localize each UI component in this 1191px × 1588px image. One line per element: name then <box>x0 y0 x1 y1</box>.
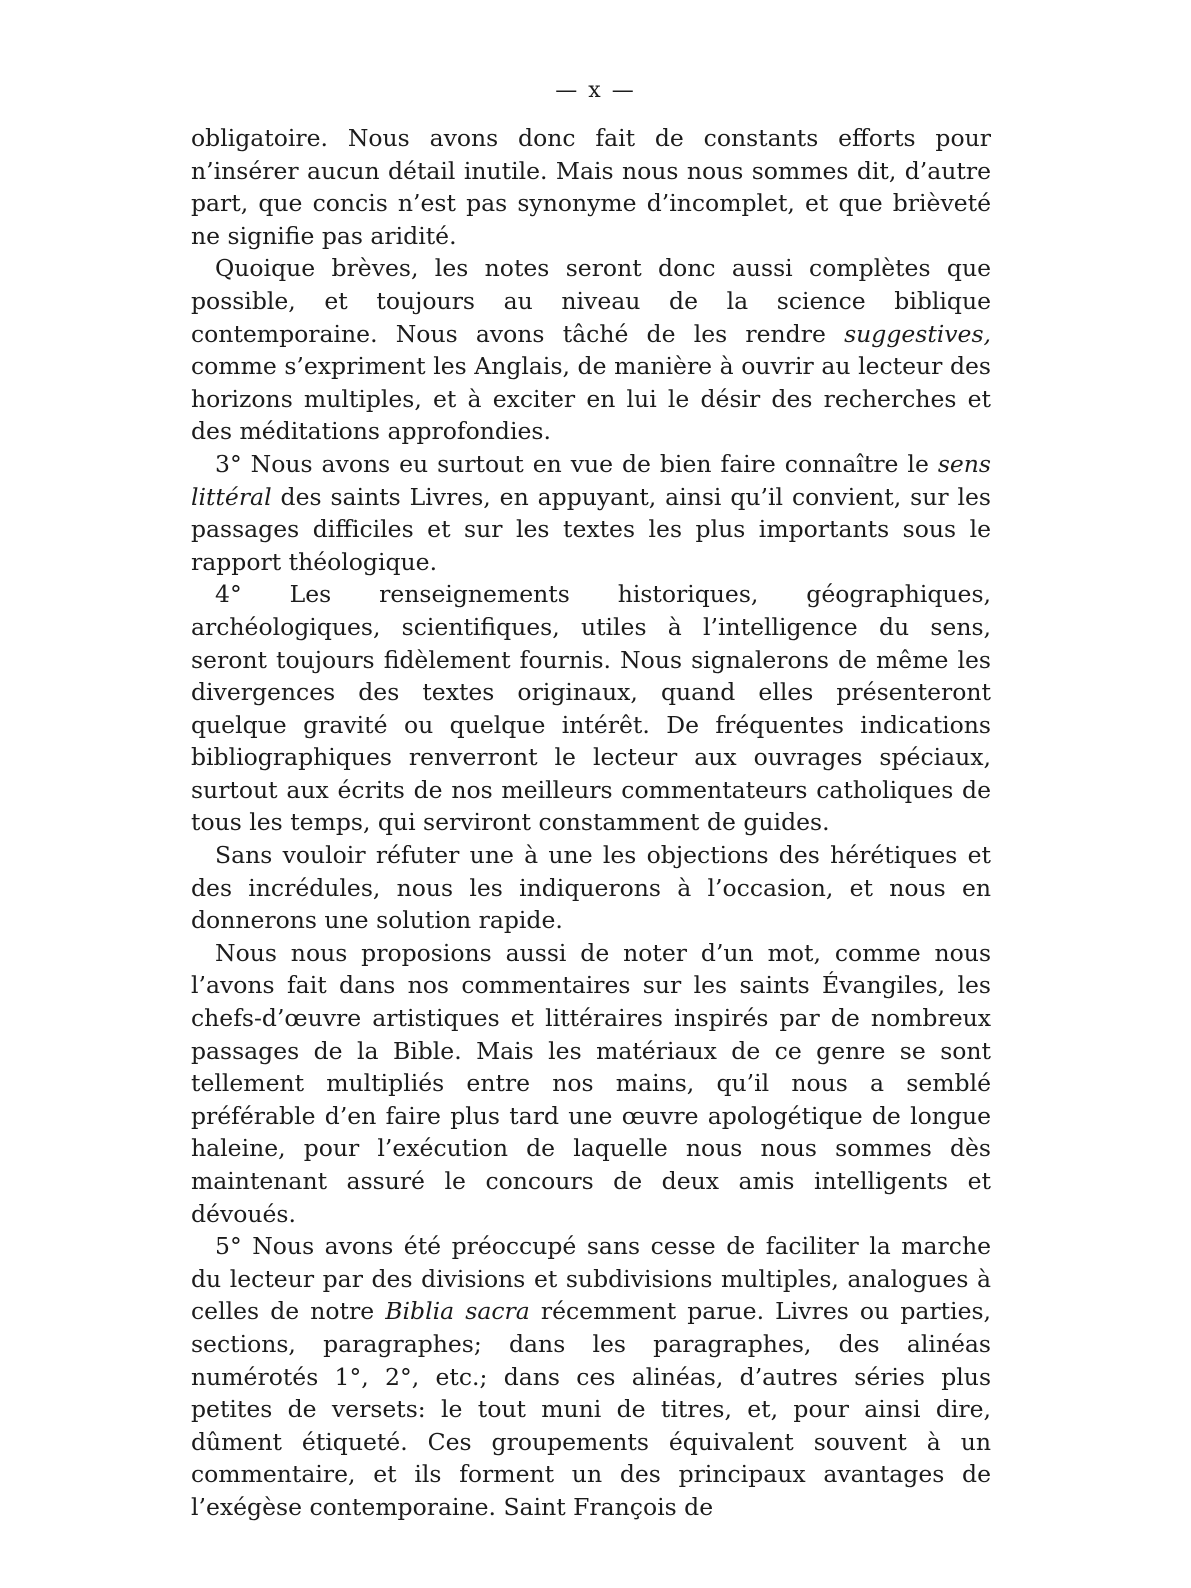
page-number: — x — <box>555 78 636 103</box>
paragraph <box>191 122 991 252</box>
paragraph-text: 4° Les renseignements historiques, géographiques, archéologiques, scientifiques, utiles à l’intelligence du sens, seront toujours fidèlement fournis. Nous signalerons de même les divergences des textes originaux, quand elles présenteront quelque gravité ou quelque intérêt. De fréquentes indications bibliographiques renverront le lecteur aux ouvrages spéciaux, surtout aux écrits de nos meilleurs commentateurs catholiques de tous les temps, qui serviront constamment de guides. <box>191 580 991 837</box>
italic-term: sens littéral <box>191 449 991 511</box>
paragraph <box>191 1230 991 1523</box>
paragraph-text: des saints Livres, en appuyant, ainsi qu’il convient, sur les passages difficiles et sur les textes les plus importants sous le rapport théologique. <box>191 482 991 576</box>
paragraph-text: Nous nous proposions aussi de noter d’un mot, comme nous l’avons fait dans nos commentaires sur les saints Évangiles, les chefs-d’œuvre artistiques et littéraires inspirés par de nombreux passages de la Bible. Mais les matériaux de ce genre se sont tellement multipliés entre nos mains, qu’il nous a semblé préférable d’en faire plus tard une œuvre apologétique de longue haleine, pour l’exécution de laquelle nous nous sommes dès maintenant assuré le concours de deux amis intelligents et dévoués. <box>191 938 991 1228</box>
paragraph-text: comme s’expriment les Anglais, de manière à ouvrir au lecteur des horizons multiples, et à exciter en lui le désir des recherches et des méditations approfondies. <box>191 352 991 446</box>
italic-term: suggestives, <box>844 319 991 348</box>
paragraph-text: récemment parue. Livres ou parties, sections, paragraphes; dans les paragraphes, des alinéas numérotés 1°, 2°, etc.; dans ces alinéas, d’autres séries plus petites de versets: le tout muni de titres, et, pour ainsi dire, dûment étiqueté. Ces groupements équivalent souvent à un commentaire, et ils forment un des principaux avantages de l’exégèse contemporaine. Saint François de <box>191 1297 991 1521</box>
paragraph <box>191 252 991 448</box>
italic-term: Biblia sacra <box>385 1297 530 1326</box>
paragraph <box>191 937 991 1230</box>
paragraph <box>191 448 991 578</box>
paragraph-text: 3° Nous avons eu surtout en vue de bien faire connaître le <box>215 449 938 478</box>
paragraph <box>191 839 991 937</box>
paragraph-text: obligatoire. Nous avons donc fait de constants efforts pour n’insérer aucun détail inutile. Mais nous nous sommes dit, d’autre part, que concis n’est pas synonyme d’incomplet, et que brièveté ne signifie pas aridité. <box>191 124 991 250</box>
paragraph <box>191 578 991 839</box>
paragraph-text: Quoique brèves, les notes seront donc aussi complètes que possible, et toujours au niveau de la science biblique contemporaine. Nous avons tâché de les rendre <box>191 254 991 348</box>
paragraph-text: Sans vouloir réfuter une à une les objections des hérétiques et des incrédules, nous les indiquerons à l’occasion, et nous en donnerons une solution rapide. <box>191 841 991 935</box>
paragraph-text: 5° Nous avons été préoccupé sans cesse de faciliter la marche du lecteur par des divisions et subdivisions multiples, analogues à celles de notre <box>191 1232 991 1326</box>
body-text <box>191 122 991 1524</box>
